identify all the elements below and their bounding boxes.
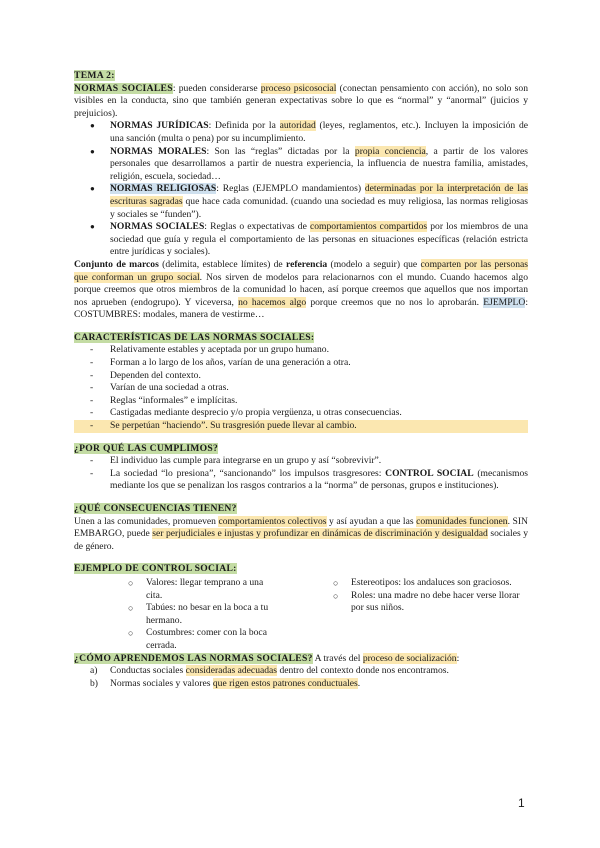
list-item: - Se perpetúan “haciendo”. Su trasgresión puede llevar al cambio. — [74, 420, 528, 433]
section-title — [74, 70, 528, 83]
tema-title: TEMA 2: — [74, 70, 115, 81]
document-page — [74, 70, 528, 690]
list-item-sociales: ● NORMAS SOCIALES: Reglas o expectativas de comportamientos compartidos por los miembros de una sociedad que guía y regula el comportamiento de las personas en situaciones específicas (relación estricta entre jurídicas y sociales). — [74, 221, 528, 259]
aprendemos-line: ¿CÓMO APRENDEMOS LAS NORMAS SOCIALES? A través del proceso de socialización: — [74, 652, 460, 664]
control-examples — [74, 577, 528, 653]
list-item: ○ Costumbres: comer con la boca cerrada. — [74, 627, 301, 652]
cumplimos-heading: ¿POR QUÉ LAS CUMPLIMOS? — [74, 442, 219, 454]
list-item: - Reglas “informales” e implícitas. — [74, 395, 528, 408]
norm-types-list — [74, 120, 528, 259]
list-item: - La sociedad “lo presiona”, “sancionando” los impulsos trasgresores: CONTROL SOCIAL (mecanismos mediante los que se penalizan los rasgos contrarios a la “norma” de personas, grupos e instituciones). — [74, 468, 528, 493]
intro-highlight: proceso psicosocial — [260, 82, 337, 94]
list-item: ○ Valores: llegar temprano a una cita. — [74, 577, 301, 602]
list-item: ○ Estereotipos: los andaluces son graciosos. — [301, 577, 528, 590]
page-number: 1 — [518, 796, 525, 810]
caracteristicas-list — [74, 344, 528, 432]
marcos-paragraph: Conjunto de marcos (delimita, establece límites) de referencia (modelo a seguir) que comparten por las personas que conforman un grupo social. Nos sirven de modelos para relacionarnos con el mundo. Cuando hacemos algo porque creemos que otros miembros de la comunidad lo hacen, así porque creemos que aquellos que nos importan nos aprueben (endogrupo). Y viceversa, no hacemos algo porque creemos que no nos lo aprobarán. EJEMPLO: COSTUMBRES: modales, manera de vestirme… — [74, 258, 528, 321]
control-list-right — [301, 577, 528, 615]
cumplimos-list — [74, 455, 528, 493]
list-item-juridicas: ● NORMAS JURÍDICAS: Definida por la autoridad (leyes, reglamentos, etc.). Incluyen la imposición de una sanción (multa o pena) por su incumplimiento. — [74, 120, 528, 145]
list-item: - Relativamente estables y aceptada por un grupo humano. — [74, 344, 528, 357]
list-item: - Varían de una sociedad a otras. — [74, 382, 528, 395]
list-item: ○ Tabúes: no besar en la boca a tu hermano. — [74, 602, 301, 627]
list-item-morales: ● NORMAS MORALES: Son las “reglas” dictadas por la propia conciencia, a partir de los valores personales que desarrollamos a partir de nuestra experiencia, la influencia de nuestra familia, amistades, religión, escuela, sociedad… — [74, 146, 528, 184]
list-item: - Dependen del contexto. — [74, 370, 528, 383]
intro-term: NORMAS SOCIALES — [74, 82, 173, 94]
list-item: - Forman a lo largo de los años, varían de una generación a otra. — [74, 357, 528, 370]
list-item: b) Normas sociales y valores que rigen estos patrones conductuales. — [90, 677, 361, 689]
list-item: ○ Roles: una madre no debe hacer verse llorar por sus niños. — [301, 590, 528, 615]
list-item: a) Conductas sociales consideradas adecuadas dentro del contexto donde nos encontramos. — [90, 665, 449, 677]
consecuencias-paragraph: Unen a las comunidades, promueven comportamientos colectivos y así ayudan a que las comunidades funcionen. SIN EMBARGO, puede ser perjudiciales e injustas y profundizar en dinámicas de discriminación y desigualdad sociales y de género. — [74, 515, 529, 552]
list-item: - El individuo las cumple para integrarse en un grupo y así “sobrevivir”. — [74, 455, 528, 468]
list-item: - Castigadas mediante desprecio y/o propia vergüenza, u otras consecuencias. — [74, 407, 528, 420]
consecuencias-heading: ¿QUÉ CONSECUENCIAS TIENEN? — [74, 503, 237, 514]
aprendemos-list — [74, 665, 528, 690]
intro-paragraph: NORMAS SOCIALES: pueden considerarse proceso psicosocial (conectan pensamiento con acción), no solo son visibles en la conducta, sino que también generan expectativas sobre lo que es “normal” y “anormal” (juicios y prejuicios). — [74, 82, 528, 119]
caracteristicas-heading: CARACTERÍSTICAS DE LAS NORMAS SOCIALES: — [74, 331, 315, 343]
control-list-left — [74, 577, 301, 653]
list-item-religiosas: ● NORMAS RELIGIOSAS: Reglas (EJEMPLO mandamientos) determinadas por la interpretación de las escrituras sagradas que hace cada comunidad. (cuando una sociedad es muy religiosa, las normas religiosas y sociales se “funden”). — [74, 183, 528, 221]
control-heading: EJEMPLO DE CONTROL SOCIAL: — [74, 563, 237, 575]
